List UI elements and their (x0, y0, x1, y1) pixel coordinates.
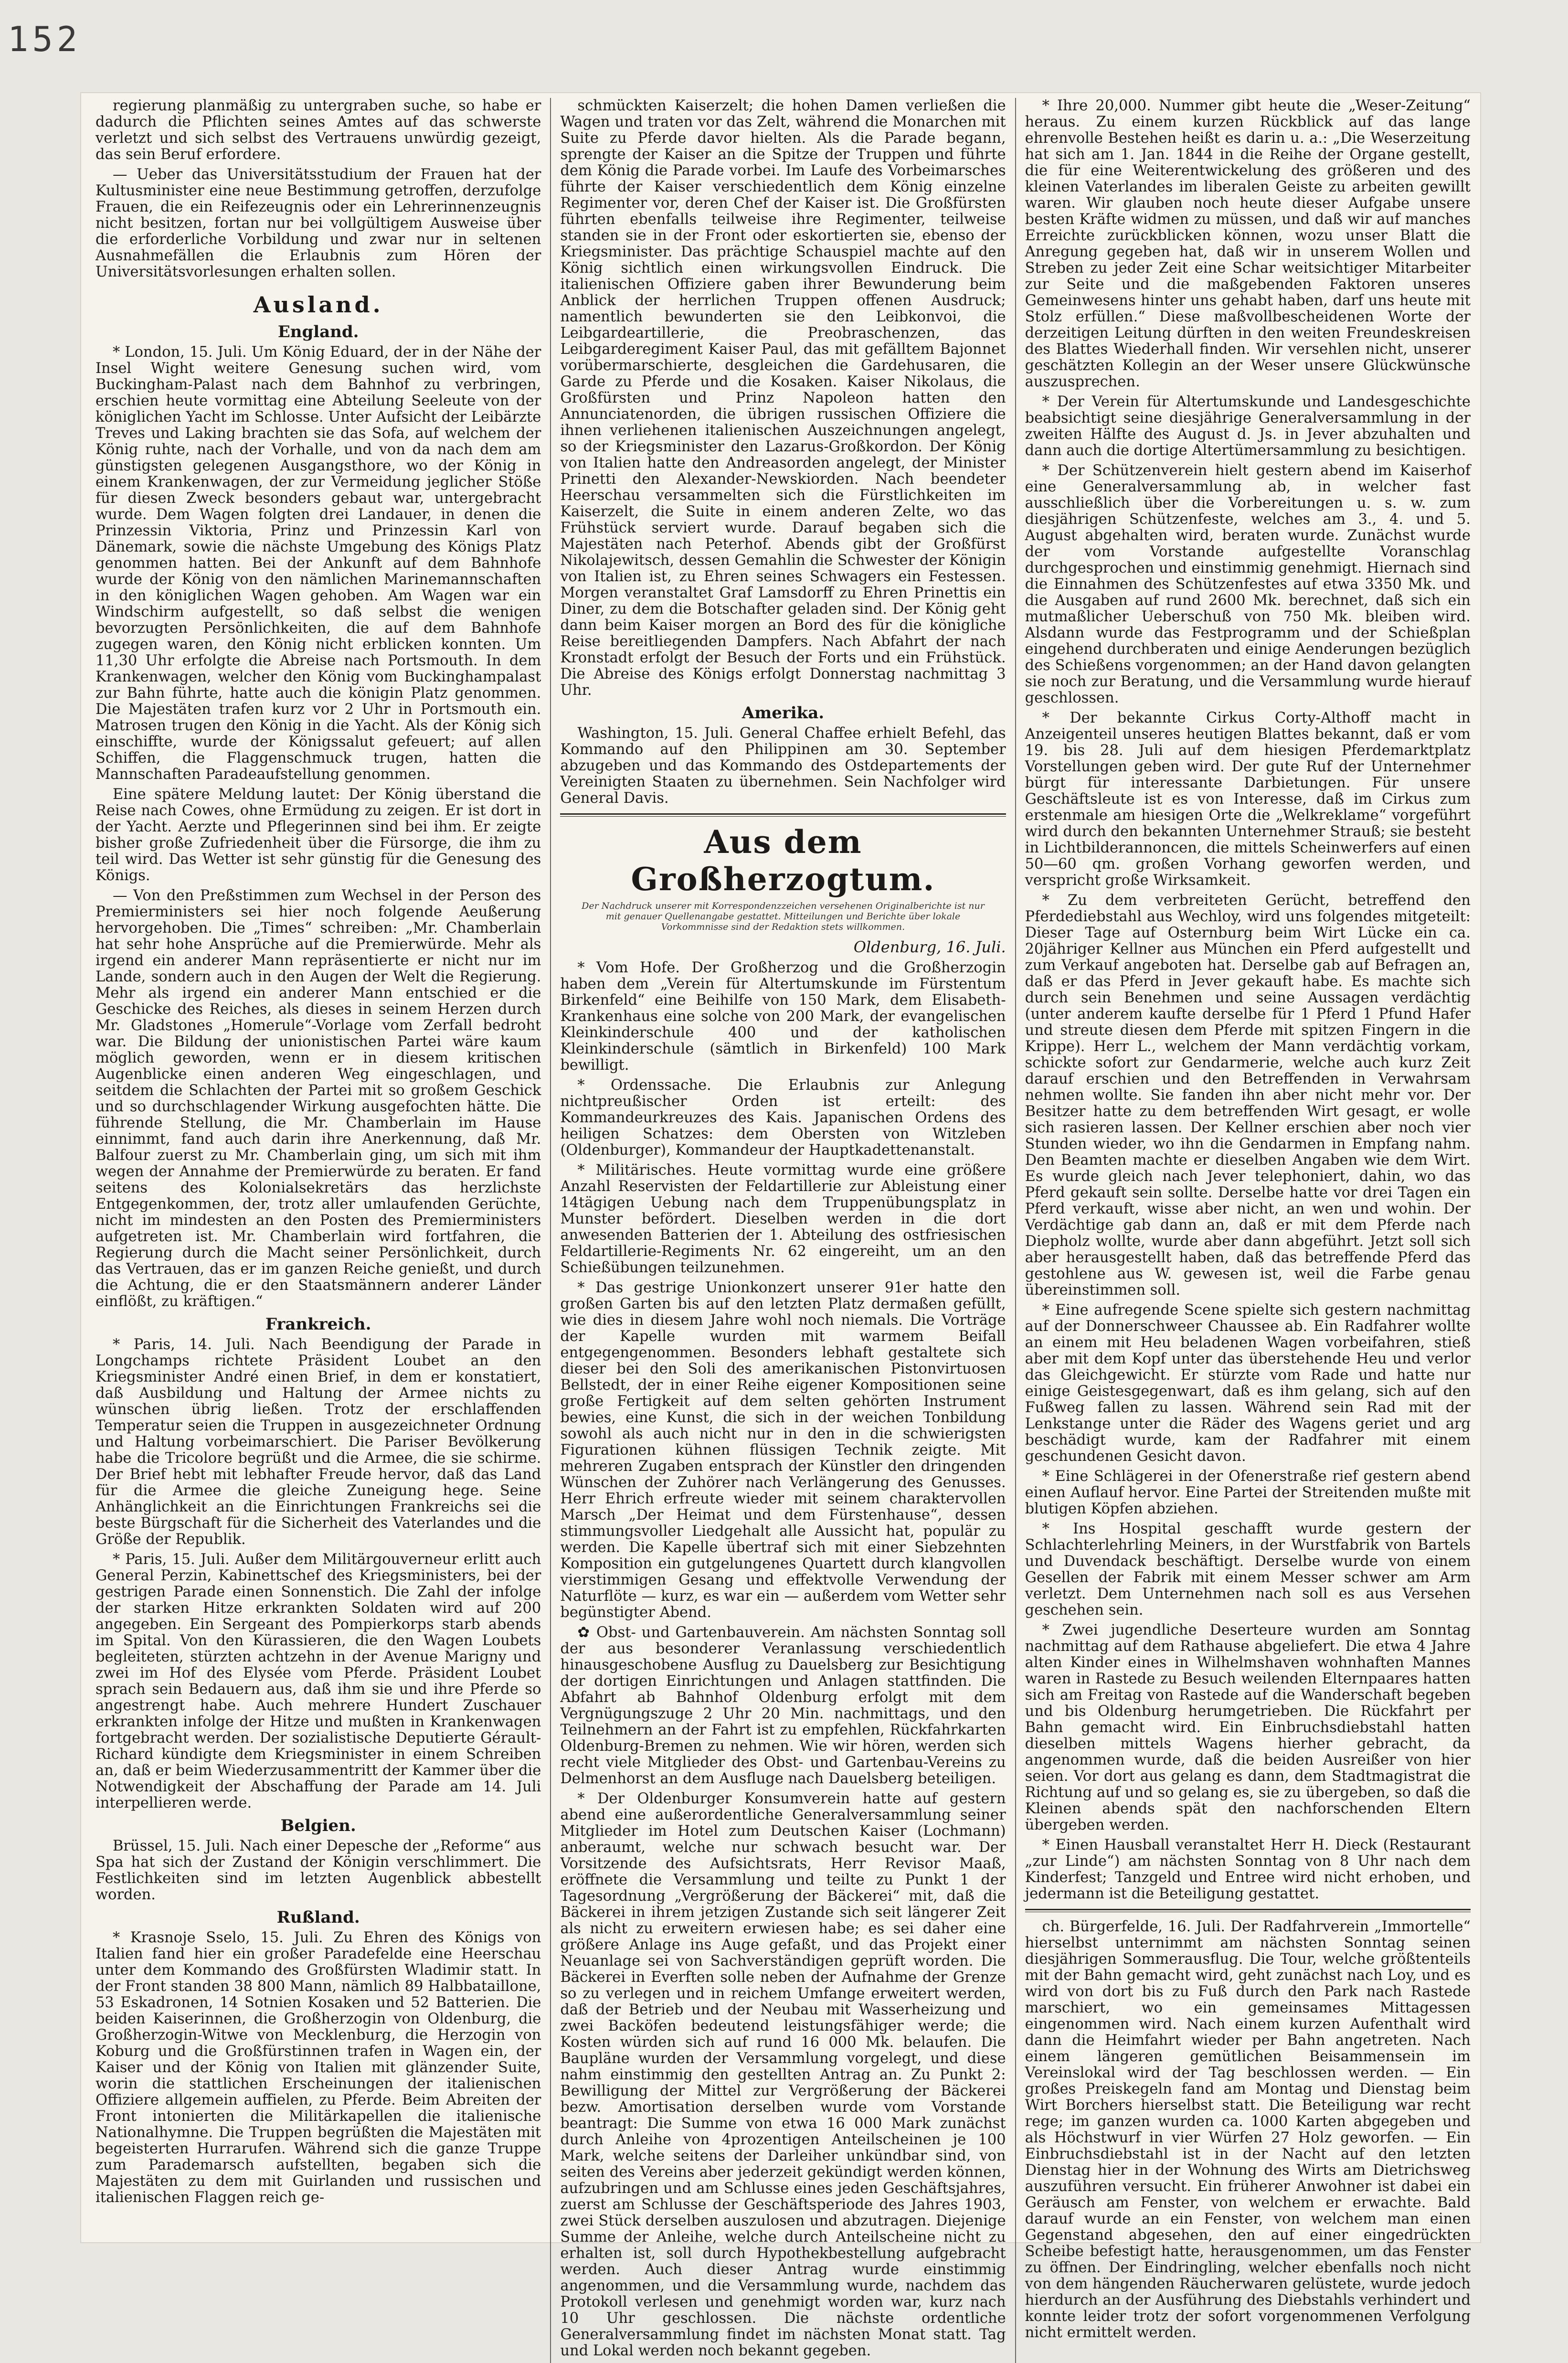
subheading-frankreich: Frankreich. (265, 1315, 371, 1334)
paragraph: * Einen Hausball veranstaltet Herr H. Dieck (Restaurant „zur Linde“) am nächsten Sonntag von 8 Uhr nach dem Kinderfest; Tanzgeld und Entree wird nicht erhoben, und jedermann ist die Beteiligung gestattet. (1025, 1837, 1471, 1902)
paragraph: * Vom Hofe. Der Großherzog und die Großherzogin haben dem „Verein für Altertumskunde im Fürstentum Birkenfeld“ eine Beihilfe von 150 Mark, dem Elisabeth-Krankenhaus eine solche von 200 Mark, der evangelischen Kleinkinderschule 400 und der katholischen Kleinkinderschule (sämtlich in Birkenfeld) 100 Mark bewilligt. (560, 959, 1006, 1074)
paragraph: * Paris, 14. Juli. Nach Beendigung der Parade in Longchamps richtete Präsident Loubet an den Kriegsminister André einen Brief, in dem er konstatiert, daß Ausbildung und Haltung der Armee nichts zu wünschen übrig ließen. Trotz der erschlaffenden Temperatur seien die Truppen in ausgezeichneter Ordnung und Haltung vorbeimarschiert. Die Pariser Bevölkerung habe die Tricolore begrüßt und die Armee, die sie schirme. Der Brief hebt mit lebhafter Freude hervor, daß das Land für die Armee die gleiche Zuneigung hege. Seine Anhänglichkeit an die Einrichtungen Frankreichs sei die beste Bürgschaft für die Sicherheit des Vaterlandes und die Größe der Republik. (95, 1336, 541, 1548)
column-2 (560, 98, 1006, 2363)
paragraph: * Eine Schlägerei in der Ofenerstraße rief gestern abend einen Auflauf hervor. Eine Partei der Streitenden mußte mit blutigen Köpfen abziehen. (1025, 1468, 1471, 1517)
reprint-note: Der Nachdruck unserer mit Korrespondenzzeichen versehenen Originalberichte ist nur mit genauer Quellenangabe gestattet. Mitteilungen und Berichte über lokale Vorkommnisse sind der Redaktion stets willkommen. (582, 901, 985, 932)
paragraph: * Ihre 20,000. Nummer gibt heute die „Weser-Zeitung“ heraus. Zu einem kurzen Rückblick auf das lange ehrenvolle Bestehen heißt es darin u. a.: „Die Weserzeitung hat sich am 1. Jan. 1844 in die Reihe der Organe gestellt, die für eine Weiterentwickelung des größeren und des kleinen Vaterlandes im liberalen Geiste zu arbeiten gewillt waren. Wir glauben noch heute dieser Aufgabe unsere besten Kräfte widmen zu müssen, und daß wir auf manches Erreichte zurückblicken können, wozu unser Blatt die Anregung gegeben hat, daß wir in unserem Wollen und Streben zu jeder Zeit eine Schar weitsichtiger Mitarbeiter zur Seite und die maßgebenden Faktoren unseres Gemeinwesens hinter uns gehabt haben, darf uns heute mit Stolz erfüllen.“ Diese maßvollbescheidenen Worte der derzeitigen Leitung dürften in den weiten Freundeskreisen des Blattes Wiederhall finden. Wir versehlen nicht, unserer geschätzten Kollegin an der Weser unsere Glückwünsche auszusprechen. (1025, 97, 1471, 390)
paragraph: * Der Oldenburger Konsumverein hatte auf gestern abend eine außerordentliche Generalversammlung seiner Mitglieder im Hotel zum Deutschen Kaiser (Lochmann) anberaumt, welche nur schwach besucht war. Der Vorsitzende des Aufsichtsrats, Herr Revisor Maaß, eröffnete die Versammlung und teilte zu Punkt 1 der Tagesordnung „Vergrößerung der Bäckerei“ mit, daß die Bäckerei in ihrem jetzigen Zustande sich seit längerer Zeit als nicht zu erweitern erwiesen habe; es sei daher eine größere Anlage ins Auge gefaßt, und das Projekt einer Neuanlage sei von Sachverständigen geprüft worden. Die Bäckerei in Everften solle neben der Aufnahme der Grenze so zu verlegen und in reichem Umfange erweitert werden, daß der Betrieb und der Neubau mit Wasserheizung und zwei Backöfen bedeutend leistungsfähiger werde; die Kosten würden sich auf rund 16 000 Mk. belaufen. Die Baupläne wurden der Versammlung vorgelegt, und diese nahm einstimmig den gestellten Antrag an. Zu Punkt 2: Bewilligung der Mittel zur Vergrößerung der Bäckerei bezw. Amortisation derselben wurde vom Vorstande beantragt: Die Summe von etwa 16 000 Mark zunächst durch Anleihe von 4prozentigen Anteilscheinen je 100 Mark, welche seitens der Darleiher unkündbar sind, von seiten des Vereins aber jederzeit gekündigt werden können, aufzubringen und am Schlusse eines jeden Geschäftsjahres, zuerst am Schlusse der Geschäftsperiode des Jahres 1903, zwei Stück derselben auszulosen und abzutragen. Diejenige Summe der Anleihe, welche durch Anteilscheine nicht zu erhalten ist, soll durch Hypothekbestellung aufgebracht werden. Auch dieser Antrag wurde einstimmig angenommen, und die Versammlung wurde, nachdem das Protokoll verlesen und genehmigt worden war, kurz nach 10 Uhr geschlossen. Die nächste ordentliche Generalversammlung findet im nächsten Monat statt. Tag und Lokal werden noch bekannt gegeben. (560, 1790, 1006, 2359)
paragraph: * Das gestrige Unionkonzert unserer 91er hatte den großen Garten bis auf den letzten Platz dermaßen gefüllt, wie dies in diesem Jahre wohl noch niemals. Die Vorträge der Kapelle wurden mit warmem Beifall entgegengenommen. Besonders lebhaft gestaltete sich dieser bei den Soli des amerikanischen Pistonvirtuosen Bellstedt, der in einer Reihe eigener Kompositionen seine große Fertigkeit auf dem selten gehörten Instrument bewies, eine Kunst, die sich in der weichen Tonbildung sowohl als auch nicht nur in den in die schwierigsten Figurationen kühnen flüssigen Technik zeigte. Mit mehreren Zugaben entsprach der Künstler den dringenden Wünschen der Zuhörer nach Verlängerung des Genusses. Herr Ehrich erfreute wieder mit seinem charaktervollen Marsch „Der Heimat und dem Fürstenhause“, dessen stimmungsvoller Liedgehalt alle Aussicht hat, populär zu werden. Die Kapelle übertraf sich mit einer Siebzehnten Komposition ein gutgelungenes Quartett durch klangvollen vierstimmigen Gesang und effektvolle Verwendung der Naturflöte — kurz, es war ein — außerdem vom Wetter sehr begünstigter Abend. (560, 1279, 1006, 1621)
paragraph: * London, 15. Juli. Um König Eduard, der in der Nähe der Insel Wight weitere Genesung suchen wird, vom Buckingham-Palast nach dem Bahnhof zu verbringen, erschien heute vormittag eine Abteilung Seeleute von der königlichen Yacht im Schlosse. Unter Aufsicht der Leibärzte Treves und Laking brachten sie das Sofa, auf welchem der König ruhte, nach der Vorhalle, und von da nach dem am günstigsten gelegenen Ausgangsthore, wo der König in einem Krankenwagen, der zur Vermeidung jeglicher Stöße für diesen Zweck besonders gebaut war, untergebracht wurde. Dem Wagen folgten drei Landauer, in denen die Prinzessin Viktoria, Prinz und Prinzessin Karl von Dänemark, sowie die nächste Umgebung des Königs Platz genommen hatten. Bei der Ankunft auf dem Bahnhofe wurde der König von den nämlichen Marinemannschaften in den königlichen Wagen gehoben. Am Wagen war ein Windschirm aufgestellt, so daß selbst die wenigen bevorzugten Persönlichkeiten, die auf dem Bahnhofe zugegen waren, den König nicht erblicken konnten. Um 11,30 Uhr erfolgte die Abreise nach Portsmouth. In dem Krankenwagen, welcher den König vom Buckinghampalast zur Bahn führte, hatte auch die königin Platz genommen. Die Majestäten trafen kurz vor 2 Uhr in Portsmouth ein. Matrosen trugen den König in die Yacht. Als der König sich einschiffte, wurde der Königssalut gefeuert; auf allen Schiffen, die Flaggenschmuck trugen, hatten die Mannschaften Paradeaufstellung genommen. (95, 344, 541, 783)
subheading-england: England. (277, 322, 359, 341)
paragraph: * Militärisches. Heute vormittag wurde eine größere Anzahl Reservisten der Feldartillerie zur Ableistung einer 14tägigen Uebung nach dem Truppenübungsplatz in Munster befördert. Dieselben werden in die dort anwesenden Batterien der 1. Abteilung des ostfriesischen Feldartillerie-Regiments Nr. 62 eingereiht, um an den Schießübungen teilzunehmen. (560, 1162, 1006, 1276)
paragraph: — Ueber das Universitätsstudium der Frauen hat der Kultusminister eine neue Bestimmung getroffen, derzufolge Frauen, die ein Reifezeugnis oder ein Lehrerinnenzeugnis nicht besitzen, fortan nur bei vollgültigem Ausweise über die erforderliche Vorbildung und zwar nur in seltenen Ausnahmefällen die Erlaubnis zum Hören der Universitätsvorlesungen erhalten sollen. (95, 166, 541, 280)
paragraph: * Der Schützenverein hielt gestern abend im Kaiserhof eine Generalversammlung ab, in welcher fast ausschließlich über die Vorbereitungen u. s. w. zum diesjährigen Schützenfeste, welches am 3., 4. und 5. August abgehalten wird, beraten wurde. Zunächst wurde der vom Vorstande aufgestellte Voranschlag durchgesprochen und einstimmig genehmigt. Hiernach sind die Einnahmen des Schützenfestes auf etwa 3350 Mk. und die Ausgaben auf rund 2600 Mk. berechnet, daß sich ein mutmaßlicher Ueberschuß von 750 Mk. bleiben wird. Alsdann wurde das Festprogramm und der Schießplan eingehend durchberaten und einige Aenderungen bezüglich des Schießens vorgenommen; an der Hand davon gelangten sie noch zur Beratung, und die Versammlung wurde hierauf geschlossen. (1025, 462, 1471, 706)
subheading-russland: Rußland. (276, 1908, 360, 1927)
paragraph: * Der bekannte Cirkus Corty-Althoff macht in Anzeigenteil unseres heutigen Blattes bekannt, daß er vom 19. bis 28. Juli auf dem hiesigen Pferdemarktplatz Vorstellungen geben wird. Der gute Ruf der Unternehmer bürgt für interessante Darbietungen. Für unsere Geschäftsleute ist es von Interesse, daß im Cirkus zum erstenmale am hiesigen Orte die „Welkreklame“ vorgeführt wird durch den bekannten Unternehmer Strauß; sie besteht in Lichtbilderannoncen, die mittels Scheinwerfers auf einen 50—60 qm. großen Vorhang geworfen werden, und verspricht große Wirksamkeit. (1025, 710, 1471, 889)
paragraph: Eine spätere Meldung lautet: Der König überstand die Reise nach Cowes, ohne Ermüdung zu zeigen. Er ist dort in der Yacht. Aerzte und Pflegerinnen sind bei ihm. Er zeigte bisher große Zufriedenheit über die Fürsorge, die ihm zu teil wird. Das Wetter ist sehr günstig für die Genesung des Königs. (95, 786, 541, 884)
section-heading-ausland: Ausland. (253, 292, 383, 318)
paragraph: * Zu dem verbreiteten Gerücht, betreffend den Pferdediebstahl aus Wechloy, wird uns folgendes mitgeteilt: Dieser Tage auf Osternburg beim Wirt Lücke ein ca. 20jähriger Kellner aus München ein Pferd aufgestellt und zum Verkauf angeboten hat. Derselbe gab auf Befragen an, daß er das Pferd in Jever gekauft habe. Es machte sich durch sein Benehmen und seine Aussagen verdächtig (unter anderem kaufte derselbe für 1 Pferd 1 Pfund Hafer und streute diesen dem Pferde mit spitzen Fingern in die Krippe). Herr L., welchem der Mann verdächtig vorkam, schickte sofort zur Gendarmerie, welche auch kurz Zeit darauf erschien und den Betreffenden in Verwahrsam nehmen wollte. Sie fanden ihn aber nicht mehr vor. Der Besitzer hatte zu dem betreffenden Wirt gesagt, er wolle sich rasieren lassen. Der Kellner erschien aber noch vier Stunden wieder, wo ihn die Gendarmen in Empfang nahm. Den Beamten machte er dieselben Angaben wie dem Wirt. Es wurde gleich nach Jever telephoniert, dahin, wo das Pferd gekauft sein sollte. Derselbe hatte vor drei Tagen ein Pferd verkauft, wisse aber nicht, an wen und wohin. Der Verdächtige gab dann an, daß er mit dem Pferde nach Diepholz wollte, wurde aber dann abgeführt. Jetzt soll sich aber herausgestellt haben, daß das betreffende Pferd das gestohlene aus W. gewesen ist, weil die Farbe genau übereinstimmen soll. (1025, 892, 1471, 1299)
column-1 (95, 98, 541, 2363)
paragraph: schmückten Kaiserzelt; die hohen Damen verließen die Wagen und traten vor das Zelt, während die Monarchen mit Suite zu Pferde davor hielten. Als die Parade begann, sprengte der Kaiser an die Spitze der Truppen und führte dem König die Parade vorbei. Im Laufe des Vorbeimarsches führte der Kaiser verschiedentlich dem König einzelne Regimenter vor, deren Chef der Kaiser ist. Die Großfürsten führten ebenfalls teilweise ihre Regimenter, teilweise standen sie in der Front oder eskortierten sie, ebenso der Kriegsminister. Das prächtige Schauspiel machte auf den König sichtlich einen wirkungsvollen Eindruck. Die italienischen Offiziere gaben ihrer Bewunderung beim Anblick der herrlichen Truppen offenen Ausdruck; namentlich bewunderten sie den Leibkonvoi, die Leibgardeartillerie, die Preobraschenzen, das Leibgarderegiment Kaiser Paul, das mit gefälltem Bajonnet vorübermarschierte, desgleichen die Gardehusaren, die Garde zu Pferde und die Kosaken. Kaiser Nikolaus, die Großfürsten und Prinz Napoleon hatten den Annunciatenorden, die übrigen russischen Offiziere die ihnen verliehenen italienischen Auszeichnungen angelegt, so der Kriegsminister den Lazarus-Großkordon. Der König von Italien hatte den Andreasorden angelegt, der Minister Prinetti den Alexander-Newskiorden. Nach beendeter Heerschau versammelten sich die Fürstlichkeiten im Kaiserzelt, die Suite in einem anderen Zelte, wo das Frühstück serviert wurde. Darauf begaben sich die Majestäten nach Peterhof. Abends gibt der Großfürst Nikolajewitsch, dessen Gemahlin die Schwester der Königin von Italien ist, zu Ehren seines Schwagers ein Festessen. Morgen veranstaltet Graf Lamsdorff zu Ehren Prinettis ein Diner, zu dem die Botschafter geladen sind. Der König geht dann beim Kaiser morgen an Bord des für die königliche Reise bereitliegenden Dampfers. Nach Abfahrt der nach Kronstadt erfolgt der Besuch der Forts und ein Frühstück. Die Abreise des Königs erfolgt Donnerstag nachmittag 3 Uhr. (560, 97, 1006, 699)
section-divider (1025, 1909, 1471, 1912)
paragraph: * Ins Hospital geschafft wurde gestern der Schlachterlehrling Meiners, in der Wurstfabrik von Bartels und Duvendack beschäftigt. Derselbe wurde von einem Gesellen der Fabrik mit einem Messer schwer am Arm verletzt. Dem Unternehmen nach soll es aus Versehen geschehen sein. (1025, 1521, 1471, 1618)
paragraph: ch. Bürgerfelde, 16. Juli. Der Radfahrverein „Immortelle“ hierselbst unternimmt am nächsten Sonntag seinen diesjährigen Sommerausflug. Die Tour, welche größtenteils mit der Bahn gemacht wird, geht zunächst nach Loy, und es wird von dort bis zu Fuß durch den Park nach Rastede marschiert, wo ein gemeinsames Mittagessen eingenommen wird. Nach einem kurzen Aufenthalt wird dann die Heimfahrt wieder per Bahn angetreten. Nach einem längeren gemütlichen Beisammensein im Vereinslokal wird der Tag beschlossen werden. — Ein großes Preiskegeln fand am Montag und Dienstag beim Wirt Borchers hierselbst statt. Die Beteiligung war recht rege; im ganzen wurden ca. 1000 Karten abgegeben und als Höchstwurf in vier Würfen 27 Holz geworfen. — Ein Einbruchsdiebstahl ist in der Nacht auf den letzten Dienstag hier in der Wohnung des Wirts am Dietrichsweg auszuführen versucht. Ein früherer Anwohner ist dabei ein Geräusch am Fenster, von welchem er erwachte. Bald darauf wurde an ein Fenster, von welchem man einen Gegenstand abgesehen, den auf einer eingedrückten Scheibe befestigt hatte, herausgenommen, um das Fenster zu öffnen. Der Eindringling, welcher ebenfalls noch nicht von dem hängenden Räucherwaren gelüstete, wurde jedoch hierdurch an der Ausführung des Diebstahls verhindert und konnte leider trotz der sofort vorgenommenen Verfolgung nicht ermittelt werden. (1025, 1918, 1471, 2341)
subheading-amerika: Amerika. (742, 703, 825, 723)
paragraph: regierung planmäßig zu untergraben suche, so habe er dadurch die Pflichten seines Amtes auf das schwerste verletzt und sich selbst des Vertrauens unwürdig gezeigt, das sein Beruf erfordere. (95, 97, 541, 163)
column-grid (95, 97, 1471, 2359)
newspaper-page (81, 93, 1480, 2359)
section-title: Aus dem Großherzogtum. (631, 823, 935, 898)
paragraph: ✿ Obst- und Gartenbauverein. Am nächsten Sonntag soll der aus besonderer Veranlassung verschiedentlich hinausgeschobene Ausflug zu Dauelsberg zur Besichtigung der dortigen Einrichtungen und Anlagen stattfinden. Die Abfahrt ab Bahnhof Oldenburg erfolgt mit dem Vergnügungszuge 2 Uhr 20 Min. nachmittags, und den Teilnehmern an der Fahrt ist zu empfehlen, Rückfahrkarten Oldenburg-Bremen zu nehmen. Wie wir hören, werden sich recht viele Mitglieder des Obst- und Gartenbau-Vereins zu Delmenhorst an dem Ausfluge nach Dauelsberg beteiligen. (560, 1624, 1006, 1787)
section-divider (560, 813, 1006, 817)
column-3 (1025, 98, 1471, 2363)
paragraph: Brüssel, 15. Juli. Nach einer Depesche der „Reforme“ aus Spa hat sich der Zustand der Königin verschlimmert. Die Festlichkeiten sind im letzten Augenblick abbestellt worden. (95, 1838, 541, 1903)
paragraph: * Zwei jugendliche Deserteure wurden am Sonntag nachmittag auf dem Rathause abgeliefert. Die etwa 4 Jahre alten Kinder eines in Wilhelmshaven wohnhaften Mannes waren in Rastede zu Besuch weilenden Elternpaares hatten sich am Freitag von Rastede auf die Wanderschaft begeben und bis Oldenburg herumgetrieben. Die Rückfahrt per Bahn gemacht wird. Ein Einbruchsdiebstahl hatten dieselben mittels Wagens hierher gebracht, da angenommen wurde, daß die beiden Ausreißer von hier seien. Vor dort aus gelang es dann, dem Stadtmagistrat die Richtung auf und so gelang es, sie zu übergeben, so daß die Kleinen abends spät den nachforschenden Eltern übergeben werden. (1025, 1622, 1471, 1833)
page-number: 152 (8, 19, 82, 59)
paragraph: * Der Verein für Altertumskunde und Landesgeschichte beabsichtigt seine diesjährige Generalversammlung in der zweiten Hälfte des August d. Js. in Jever abzuhalten und dann auch die dortige Altertümersammlung zu besichtigen. (1025, 394, 1471, 459)
dateline: Oldenburg, 16. Juli. (853, 938, 1006, 956)
paragraph: — Von den Preßstimmen zum Wechsel in der Person des Premierministers sei hier noch folgende Aeußerung hervorgehoben. Die „Times“ schreiben: „Mr. Chamberlain hat sehr hohe Ansprüche auf die Premierwürde. Mehr als irgend ein anderer Mann repräsentierte er nicht nur im Lande, sondern auch in den Augen der Welt die Regierung. Mehr als irgend ein anderer Mann entschied er die Geschicke des Reiches, als dieses in seinem Herzen durch Mr. Gladstones „Homerule“-Vorlage vom Zerfall bedroht war. Die Bildung der unionistischen Partei wäre kaum möglich geworden, wenn er in diesem kritischen Augenblicke einen anderen Weg eingeschlagen, und seitdem die Schlachten der Partei mit so großem Geschick und so durchschlagender Wirkung ausgefochten hätte. Die führende Stellung, die Mr. Chamberlain im Hause einnimmt, fand auch darin ihre Anerkennung, daß Mr. Balfour zuerst zu Mr. Chamberlain ging, um sich mit ihm wegen der Annahme der Premierwürde zu beraten. Er fand seitens des Kolonialsekretärs das herzlichste Entgegenkommen, der, trotz aller umlaufenden Gerüchte, nicht im mindesten an den Posten des Premierministers aufgetreten ist. Mr. Chamberlain wird fortfahren, die Regierung durch die Macht seiner Persönlichkeit, durch das Vertrauen, das er im ganzen Reiche genießt, und durch die Achtung, die er den Staatsmännern anderer Länder einflößt, zu kräftigen.“ (95, 887, 541, 1310)
subheading-belgien: Belgien. (280, 1816, 356, 1835)
paragraph: * Krasnoje Sselo, 15. Juli. Zu Ehren des Königs von Italien fand hier ein großer Paradefelde eine Heerschau unter dem Kommando des Großfürsten Wladimir statt. In der Front standen 38 800 Mann, nämlich 89 Halbbataillone, 53 Eskadronen, 14 Sotnien Kosaken und 52 Batterien. Die beiden Kaiserinnen, die Großherzogin von Oldenburg, die Großherzogin-Witwe von Mecklenburg, die Herzogin von Koburg und die Großfürstinnen trafen in Wagen ein, der Kaiser und der König von Italien mit glänzender Suite, worin die stattlichen Erscheinungen der italienischen Offiziere allgemein auffielen, zu Pferde. Beim Abreiten der Front intonierten die Militärkapellen die italienische Nationalhymne. Die Truppen begrüßten die Majestäten mit begeisterten Hurrarufen. Während sich die ganze Truppe zum Parademarsch aufstellten, begaben sich die Majestäten zu dem mit Guirlanden und russischen und italienischen Flaggen reich ge- (95, 1929, 541, 2206)
paragraph: * Eine aufregende Scene spielte sich gestern nachmittag auf der Donnerschweer Chaussee ab. Ein Radfahrer wollte an einem mit Heu beladenen Wagen vorbeifahren, stieß aber mit dem Kopf unter das überstehende Heu und verlor das Gleichgewicht. Er stürzte vom Rade und hatte nur einige Geistesgegenwart, daß es ihm gelang, sich auf den Fußweg fallen zu lassen. Während sein Rad mit der Lenkstange unter die Räder des Wagens geriet und arg beschädigt wurde, kam der Radfahrer mit einem geschundenen Gesicht davon. (1025, 1302, 1471, 1465)
paragraph: * Ordenssache. Die Erlaubnis zur Anlegung nichtpreußischer Orden ist erteilt: des Kommandeurkreuzes des Kais. Japanischen Ordens des heiligen Schatzes: dem Obersten von Witzleben (Oldenburger), Kommandeur der Hauptkadettenanstalt. (560, 1077, 1006, 1159)
paragraph: * Paris, 15. Juli. Außer dem Militärgouverneur erlitt auch General Perzin, Kabinettschef des Kriegsministers, bei der gestrigen Parade einen Sonnenstich. Die Zahl der infolge der starken Hitze erkrankten Soldaten wird auf 200 angegeben. Ein Sergeant des Pompierkorps starb abends im Spital. Von den Kürassieren, die den Wagen Loubets begleiteten, stürzten achtzehn in der Avenue Marigny und zwei im Hof des Elysée vom Pferde. Präsident Loubet sprach sein Bedauern aus, daß ihm sie und ihre Pferde so angestrengt habe. Auch mehrere Hundert Zuschauer erkrankten infolge der Hitze und mußten in Krankenwagen fortgebracht werden. Der sozialistische Deputierte Gérault-Richard kündigte dem Kriegsminister in einem Schreiben an, daß er beim Wiederzusammentritt der Kammer über die Notwendigkeit der Abschaffung der Parade am 14. Juli interpellieren werde. (95, 1551, 541, 1811)
paragraph: Washington, 15. Juli. General Chaffee erhielt Befehl, das Kommando auf den Philippinen am 30. September abzugeben und das Kommando des Ostdepartements der Vereinigten Staaten zu übernehmen. Sein Nachfolger wird General Davis. (560, 725, 1006, 807)
